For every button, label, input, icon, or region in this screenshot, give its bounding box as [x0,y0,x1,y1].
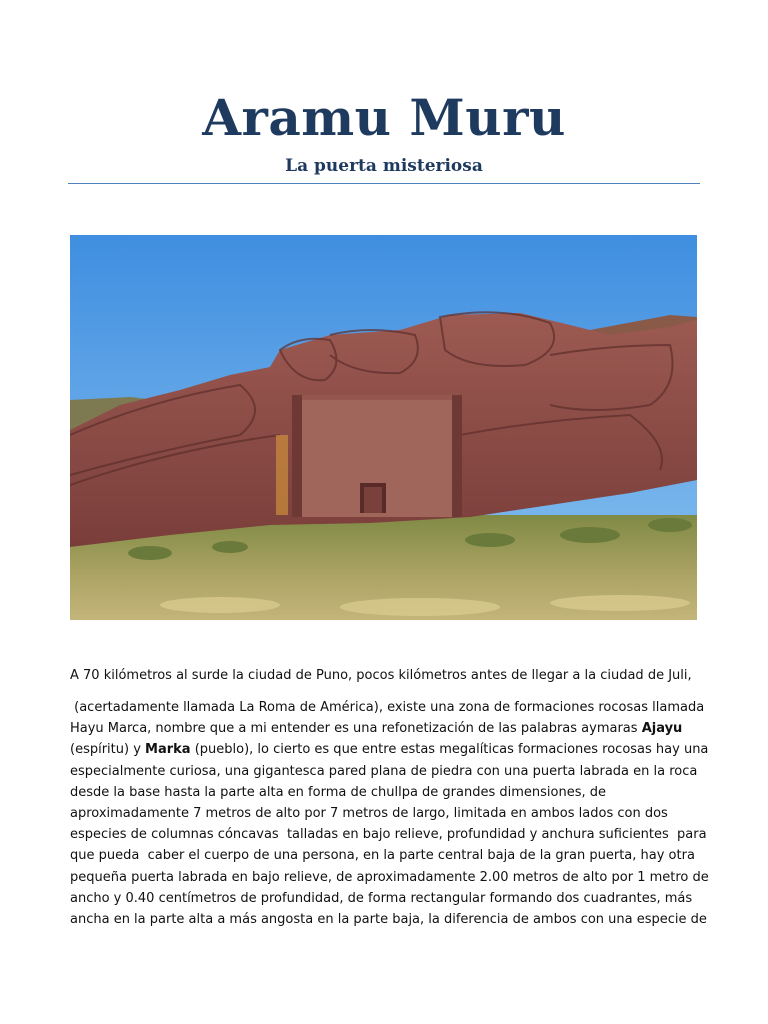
paragraph-description [70,697,709,930]
document-subtitle: La puerta misteriosa [285,156,483,176]
document-title: Aramu Muru [202,88,566,147]
bold-word-marka: Marka [145,742,191,758]
paragraph-intro: A 70 kilómetros al surde la ciudad de Puno, pocos kilómetros antes de llegar a la ciudad de Juli, [70,668,692,683]
text-line: aproximadamente 7 metros de alto por 7 metros de largo, limitada en ambos lados con dos [70,806,668,822]
text-line: especialmente curiosa, una gigantesca pared plana de piedra con una puerta labrada en la roca [70,763,698,779]
title-divider [68,183,700,184]
aramu-muru-photo [70,235,697,620]
text-line: Hayu Marca, nombre que a mi entender es una refonetización de las palabras aymaras Ajayu [70,721,683,737]
text-line: que pueda caber el cuerpo de una persona, en la parte central baja de la gran puerta, hay otra [70,848,695,864]
text-line: ancho y 0.40 centímetros de profundidad, de forma rectangular formando dos cuadrantes, más [70,890,693,906]
text-line: ancha en la parte alta a más angosta en la parte baja, la diferencia de ambos con una especie de [70,912,707,928]
text-line: desde la base hasta la parte alta en forma de chullpa de grandes dimensiones, de [70,784,607,800]
text-line: (espíritu) y Marka (pueblo), lo cierto es que entre estas megalíticas formaciones rocosas hay una [70,742,709,758]
bold-word-ajayu: Ajayu [641,721,683,737]
text-line: pequeña puerta labrada en bajo relieve, de aproximadamente 2.00 metros de alto por 1 metro de [70,869,709,885]
text-line: especies de columnas cóncavas talladas en bajo relieve, profundidad y anchura suficientes para [70,827,707,843]
text-line: (acertadamente llamada La Roma de América), existe una zona de formaciones rocosas llamada [70,700,705,715]
